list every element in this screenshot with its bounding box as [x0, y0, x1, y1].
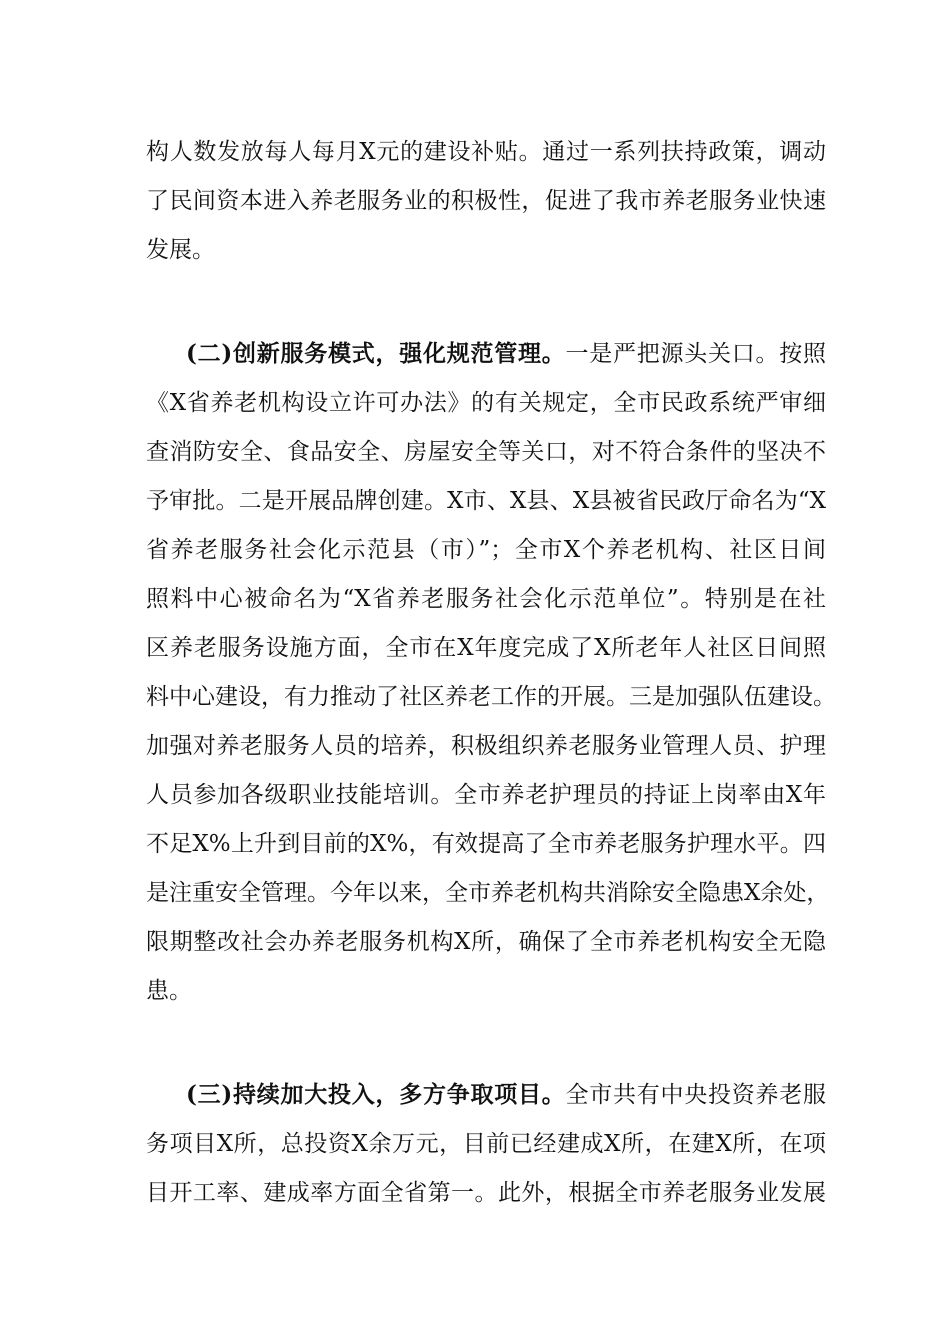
text-line: 《X省养老机构设立许可办法》的有关规定，全市民政系统严审细 [146, 390, 826, 416]
text-line: 加强对养老服务人员的培养，积极组织养老服务业管理人员、护理 [146, 733, 826, 759]
text-line: 患。 [146, 978, 192, 1004]
paragraph-first-line [186, 1080, 826, 1110]
text-line: 务项目X所，总投资X余万元，目前已经建成X所，在建X所，在项 [146, 1131, 826, 1157]
text-line: 照料中心被命名为“X省养老服务社会化示范单位”。特别是在社 [146, 586, 826, 612]
section-heading: (三)持续加大投入，多方争取项目。 [186, 1081, 566, 1108]
text-line: 构人数发放每人每月X元的建设补贴。通过一系列扶持政策，调动 [146, 139, 826, 165]
text-line: 人员参加各级职业技能培训。全市养老护理员的持证上岗率由X年 [146, 782, 826, 808]
text-run: 全市共有中央投资养老服 [565, 1082, 827, 1108]
section-heading: (二)创新服务模式，强化规范管理。 [186, 340, 566, 367]
text-line: 予审批。二是开展品牌创建。X市、X县、X县被省民政厅命名为“X [146, 488, 826, 514]
text-line: 是注重安全管理。今年以来，全市养老机构共消除安全隐患X余处， [146, 880, 830, 906]
text-line: 料中心建设，有力推动了社区养老工作的开展。三是加强队伍建设。 [146, 684, 836, 710]
text-run: 一是严把源头关口。按照 [565, 341, 827, 367]
text-line: 目开工率、建成率方面全省第一。此外，根据全市养老服务业发展 [146, 1180, 826, 1206]
paragraph-first-line [186, 339, 826, 369]
text-line: 查消防安全、食品安全、房屋安全等关口，对不符合条件的坚决不 [146, 439, 826, 465]
text-line: 发展。 [146, 237, 215, 263]
text-line: 不足X%上升到目前的X%，有效提高了全市养老服务护理水平。四 [146, 831, 826, 857]
text-line: 省养老服务社会化示范县（市）”；全市X个养老机构、社区日间 [146, 537, 826, 563]
text-line: 限期整改社会办养老服务机构X所，确保了全市养老机构安全无隐 [146, 929, 826, 955]
text-line: 区养老服务设施方面，全市在X年度完成了X所老年人社区日间照 [146, 635, 826, 661]
text-line: 了民间资本进入养老服务业的积极性，促进了我市养老服务业快速 [146, 188, 826, 214]
